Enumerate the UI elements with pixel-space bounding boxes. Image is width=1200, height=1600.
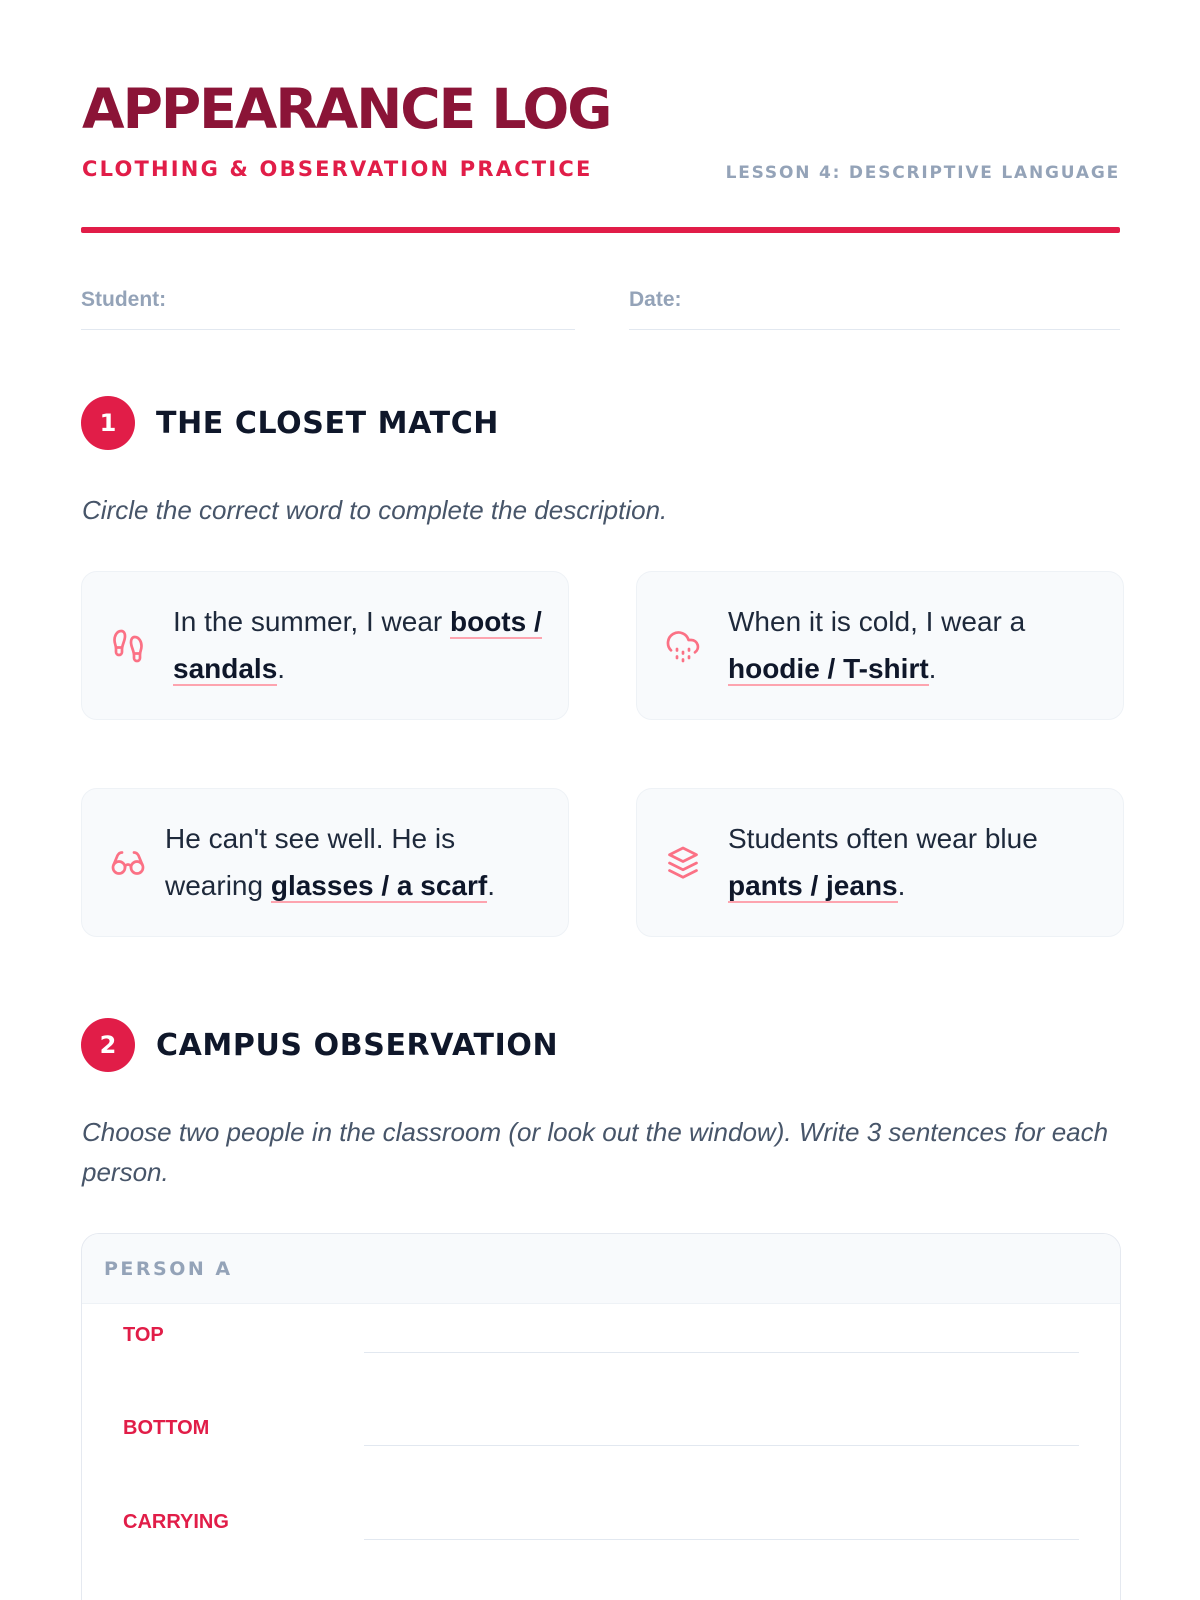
word-choice[interactable]: pants / jeans — [728, 870, 898, 901]
sentence-end: . — [487, 870, 495, 901]
question-card — [81, 571, 569, 720]
row-label: TOP — [123, 1324, 164, 1346]
section-number-badge: 1 — [81, 396, 135, 450]
question-prompt: Students often wear blue — [728, 823, 1038, 854]
word-choice[interactable]: boots / sandals — [173, 606, 542, 684]
layers-icon — [665, 845, 701, 881]
section-title: CAMPUS OBSERVATION — [156, 1027, 559, 1063]
question-text — [728, 598, 1108, 692]
question-text — [165, 815, 560, 909]
page-title: APPEARANCE LOG — [82, 77, 611, 141]
row-label: BOTTOM — [123, 1417, 210, 1439]
footprints-icon — [110, 628, 146, 664]
header-divider — [81, 227, 1120, 233]
sentence-end: . — [928, 653, 937, 684]
date-field[interactable] — [629, 288, 1120, 330]
sentence-end: . — [897, 870, 906, 901]
lesson-label: LESSON 4: DESCRIPTIVE LANGUAGE — [725, 163, 1120, 183]
question-text — [173, 598, 553, 692]
section-instruction: Choose two people in the classroom (or look out the window). Write 3 sentences for each person. — [82, 1117, 1109, 1187]
question-text — [728, 815, 1108, 909]
answer-line[interactable] — [364, 1352, 1079, 1353]
question-prompt: He can't see well. He is wearing — [165, 823, 456, 901]
glasses-icon — [110, 845, 146, 881]
answer-line[interactable] — [364, 1445, 1079, 1446]
word-choice[interactable]: glasses / a scarf — [270, 870, 488, 901]
section-title: THE CLOSET MATCH — [156, 405, 500, 441]
question-prompt: When it is cold, I wear a — [728, 606, 1026, 637]
observation-row-carrying — [81, 1481, 1121, 1575]
observation-row-bottom — [81, 1387, 1121, 1481]
date-label: Date: — [629, 288, 682, 311]
page-subtitle: CLOTHING & OBSERVATION PRACTICE — [82, 157, 593, 181]
row-label: CARRYING — [123, 1511, 229, 1533]
student-field[interactable] — [81, 288, 575, 330]
student-label: Student: — [81, 288, 167, 311]
section-heading-campus-observation — [81, 1018, 558, 1072]
observation-row-top — [81, 1294, 1121, 1388]
person-a-label: PERSON A — [104, 1257, 233, 1280]
sentence-end: . — [277, 653, 286, 684]
question-card — [81, 788, 569, 937]
question-card — [636, 788, 1124, 937]
section-heading-closet-match — [81, 396, 499, 450]
cloud-drizzle-icon — [665, 628, 701, 664]
question-prompt: In the summer, I wear — [173, 606, 443, 637]
word-choice[interactable]: hoodie / T-shirt — [728, 653, 929, 684]
question-card — [636, 571, 1124, 720]
answer-line[interactable] — [364, 1539, 1079, 1540]
section-instruction: Circle the correct word to complete the description. — [82, 495, 668, 525]
section-number-badge: 2 — [81, 1018, 135, 1072]
